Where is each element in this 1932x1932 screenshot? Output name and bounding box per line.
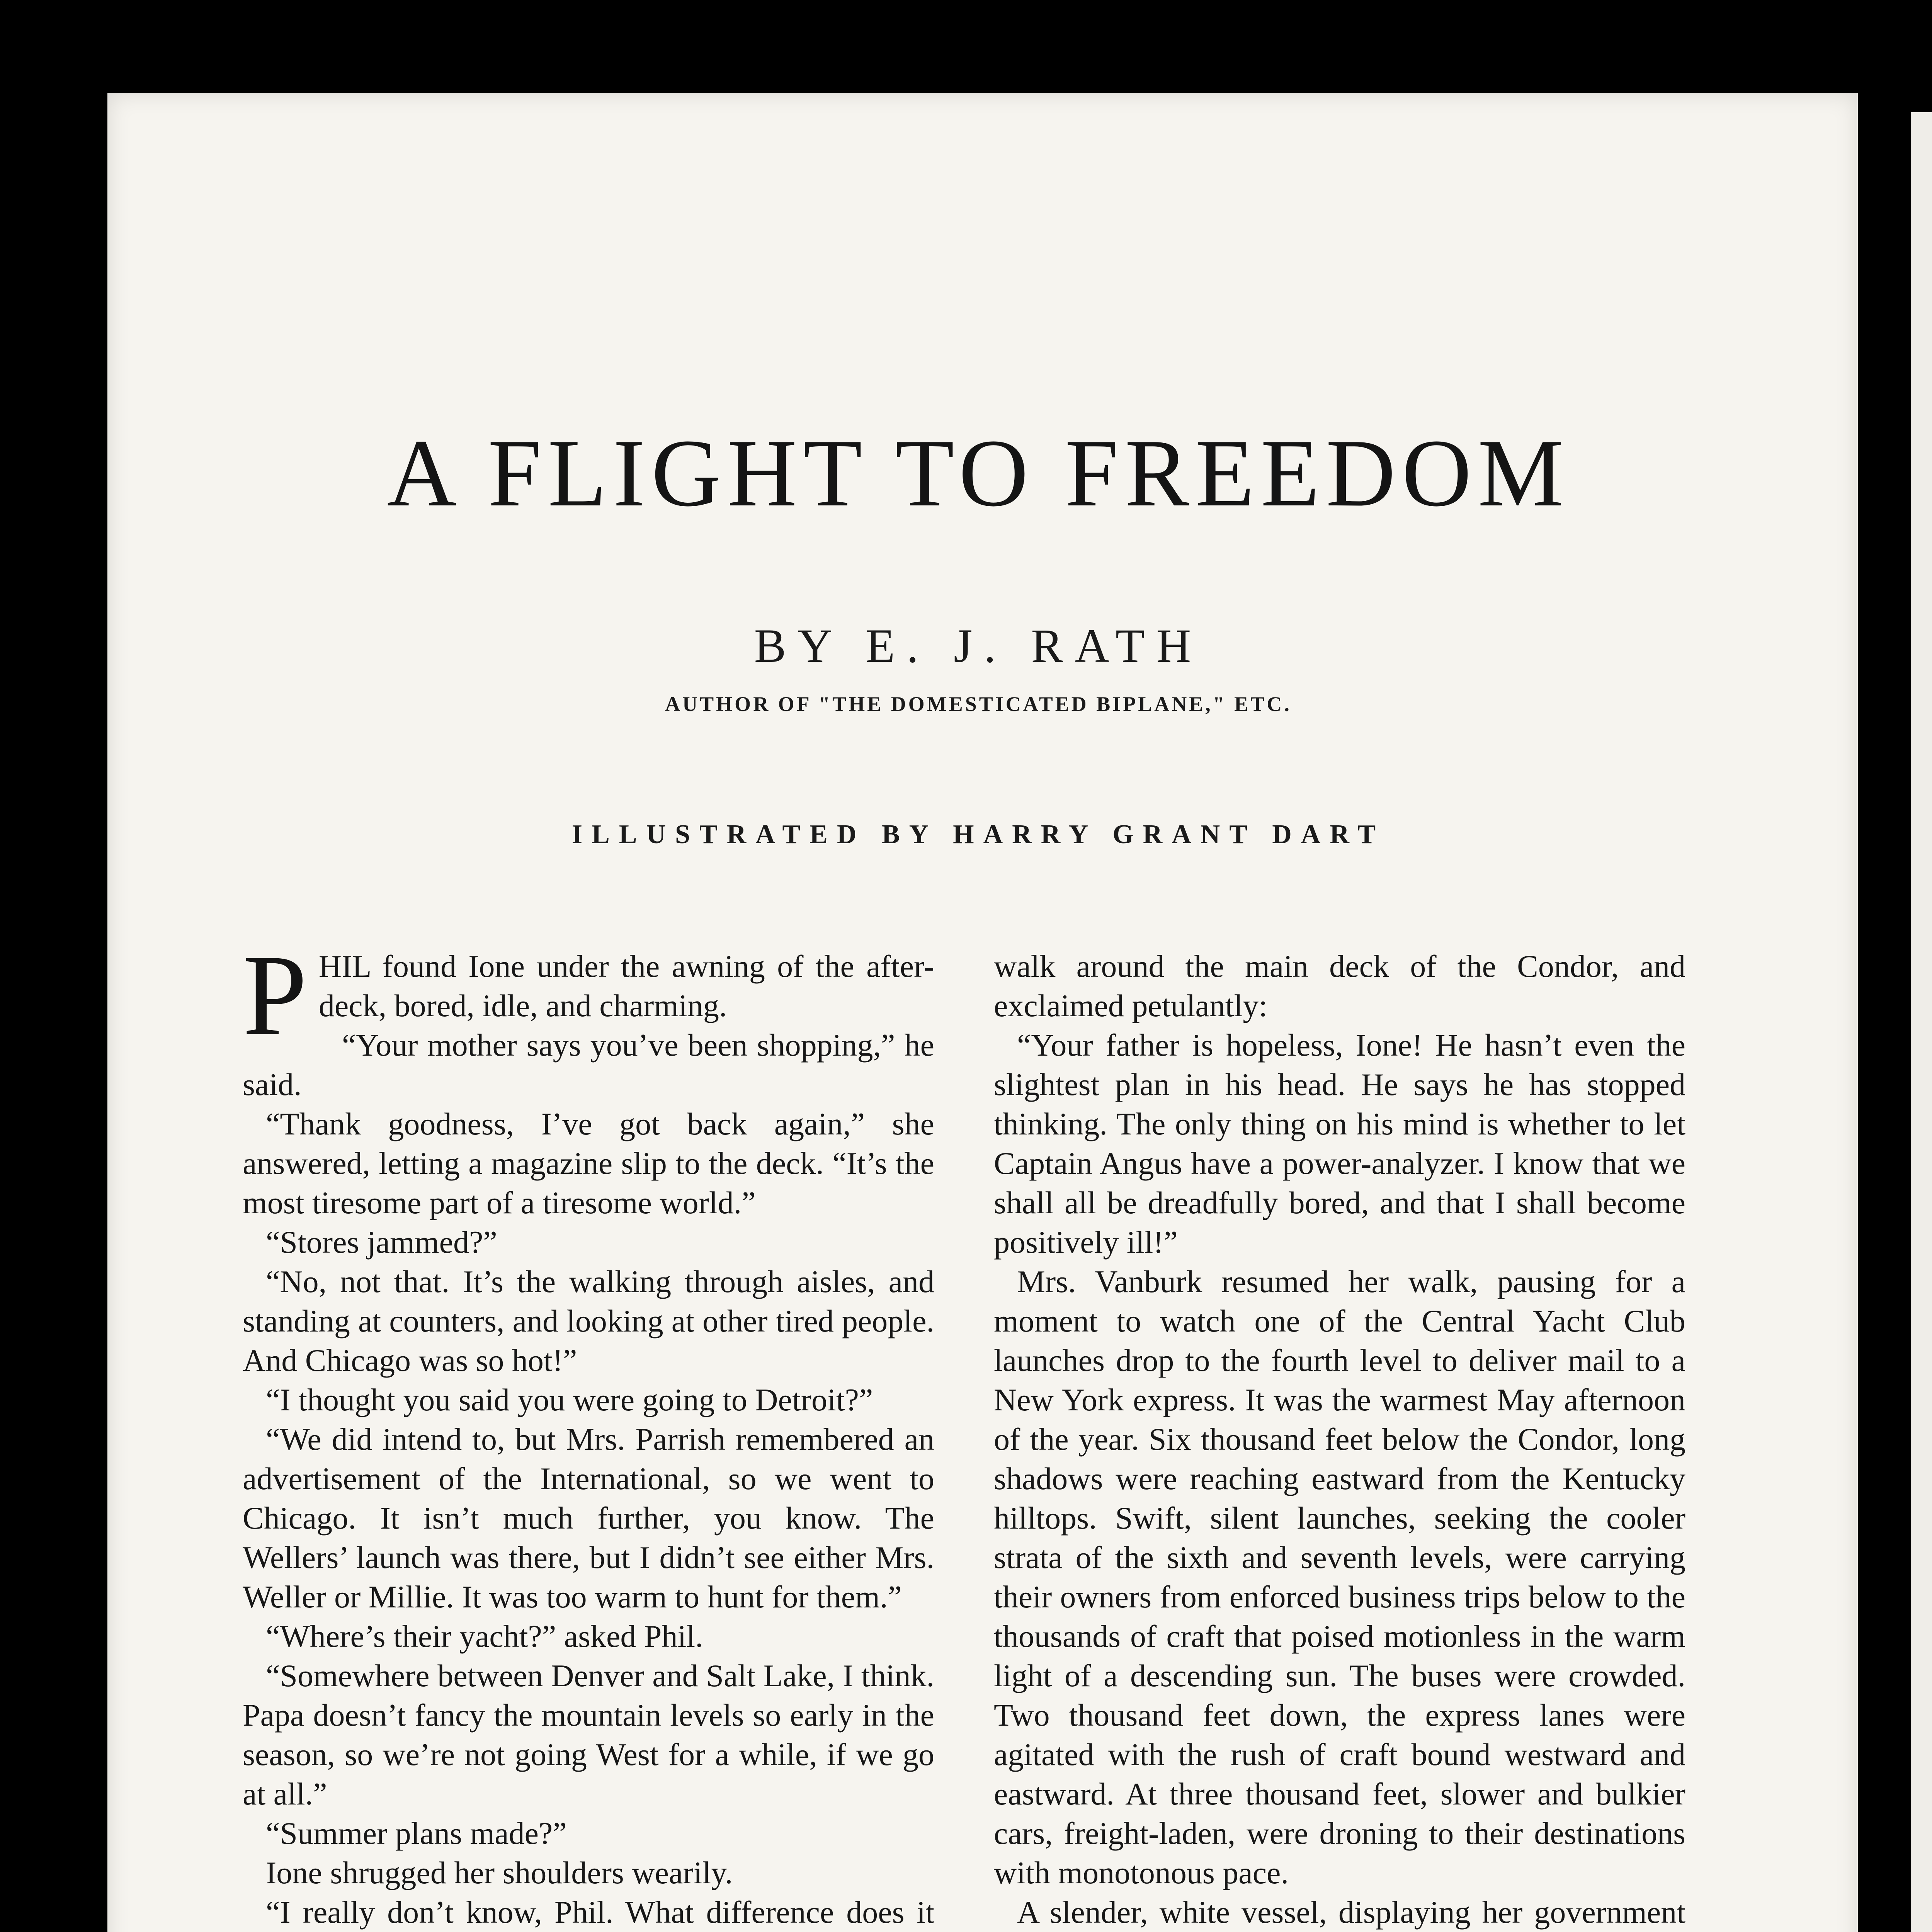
author-credit: AUTHOR OF "THE DOMESTICATED BIPLANE," ETC. <box>665 692 1292 716</box>
paragraph: “Somewhere between Denver and Salt Lake, I think. Papa doesn’t fancy the mountain levels so early in the season, so we’re not going West for a while, if we go at all.” <box>243 1658 934 1811</box>
paragraph: “I thought you said you were going to Detroit?” <box>266 1382 873 1417</box>
paragraph: Ione shrugged her shoulders wearily. <box>266 1855 733 1890</box>
left-column <box>243 931 934 1932</box>
paragraph: “Your mother says you’ve been shopping,” he said. <box>243 1027 934 1102</box>
illustrator-credit: ILLUSTRATED BY HARRY GRANT DART <box>571 820 1385 849</box>
right-column <box>994 947 1685 1932</box>
paragraph: Mrs. Vanburk resumed her walk, pausing for a moment to watch one of the Central Yacht Club launches drop to the fourth level to deliver mail to a New York express. It was the warmest May afternoon of the year. Six thousand feet below the Condor, long shadows were reaching eastward from the Kentucky hilltops. Swift, silent launches, seeking the cooler strata of the sixth and seventh levels, were carrying their owners from enforced business trips below to the thousands of craft that poised motionless in the warm light of a descending sun. The buses were crowded. Two thousand feet down, the express lanes were agitated with the rush of craft bound westward and eastward. At three thousand feet, slower and bulkier cars, freight-laden, were droning to their destinations with monotonous pace. <box>994 1264 1685 1890</box>
paragraph: “Your father is hopeless, Ione! He hasn’t even the slightest plan in his head. He says he has stopped thinking. The only thing on his mind is whether to let Captain Angus have a power-analyzer. I know that we shall all be dreadfully bored, and that I shall become positively ill!” <box>994 1027 1685 1260</box>
paragraph: A slender, white vessel, displaying her government <box>1017 1895 1685 1930</box>
article-title: A FLIGHT TO FREEDOM <box>387 420 1570 527</box>
paragraph: PHIL found Ione under the awning of the after-deck, bored, idle, and charming. <box>243 931 934 1059</box>
byline: BY E. J. RATH <box>754 619 1203 672</box>
paragraph: “Thank goodness, I’ve got back again,” she answered, letting a magazine slip to the deck. “It’s the most tiresome part of a tiresome world.” <box>243 1106 934 1220</box>
paragraph: walk around the main deck of the Condor, and exclaimed petulantly: <box>994 949 1685 1023</box>
paragraph: “Where’s their yacht?” asked Phil. <box>266 1619 703 1654</box>
page-gutter <box>1858 93 1911 1932</box>
next-page-edge <box>1911 112 1932 1932</box>
paragraph: “No, not that. It’s the walking through aisles, and standing at counters, and looking at other tired people. And Chicago was so hot!” <box>243 1264 934 1378</box>
drop-cap: P <box>243 931 307 1059</box>
paragraph: “We did intend to, but Mrs. Parrish remembered an advertisement of the International, so we went to Chicago. It isn’t much further, you know. The Wellers’ launch was there, but I didn’t see either Mrs. Weller or Millie. It was too warm to hunt for them.” <box>243 1422 934 1614</box>
paragraph: “I really don’t know, Phil. What difference does it <box>266 1895 934 1930</box>
paragraph: “Summer plans made?” <box>266 1816 567 1851</box>
paragraph: “Stores jammed?” <box>266 1225 497 1260</box>
